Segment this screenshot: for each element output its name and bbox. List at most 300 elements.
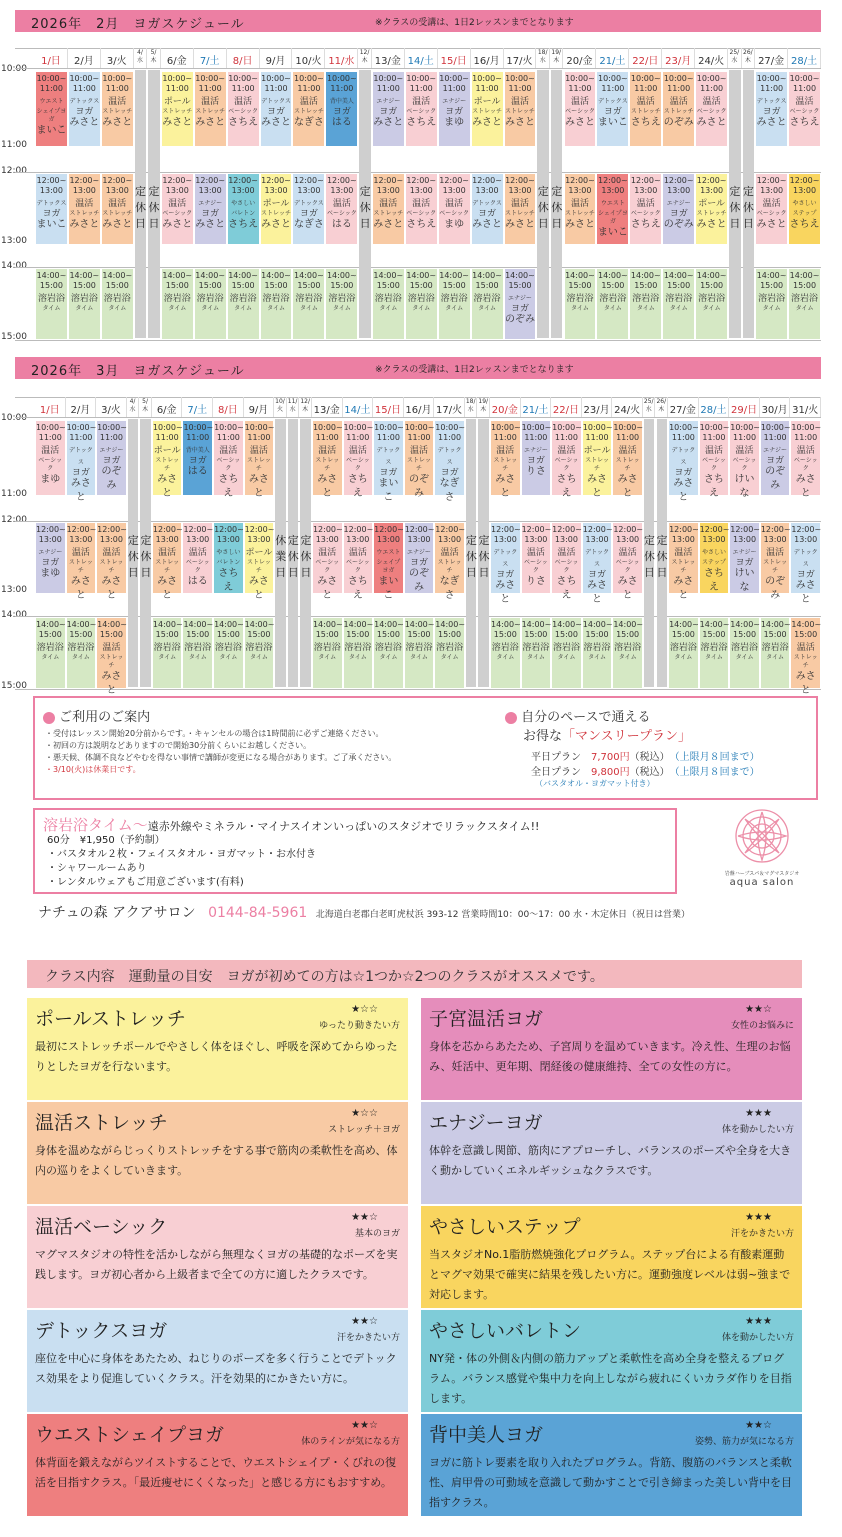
day-column: [550, 48, 564, 340]
class-slot[interactable]: [613, 618, 642, 688]
class-slot[interactable]: [696, 269, 727, 339]
class-slot[interactable]: [195, 269, 226, 339]
class-slot[interactable]: [102, 269, 133, 339]
day-column: [788, 48, 821, 340]
class-slot[interactable]: [97, 618, 127, 696]
slot-class: 溶岩浴: [313, 643, 341, 653]
time-label: 12:00: [1, 166, 27, 176]
class-title: エナジーヨガ: [429, 1112, 543, 1134]
slot-class: 温活: [510, 199, 529, 209]
slot-instructor: さちえ: [703, 474, 724, 499]
class-slot[interactable]: [756, 269, 787, 339]
slot-instructor: まゆ: [40, 568, 61, 579]
slot-time: 10:00~ 11:00: [195, 74, 226, 93]
slot-instructor: みさと: [373, 117, 404, 128]
class-slot[interactable]: [152, 421, 183, 499]
class-slot[interactable]: [630, 269, 661, 339]
time-label: 12:00: [1, 515, 27, 525]
day-label: 8/日: [232, 56, 253, 67]
class-slot[interactable]: [439, 72, 470, 146]
day-header: [742, 48, 756, 68]
slot-instructor: まいこ: [597, 227, 628, 238]
slot-time: 12:00~ 13:00: [439, 176, 470, 195]
slot-time: 12:00~ 13:00: [406, 176, 437, 195]
class-slot[interactable]: [700, 618, 729, 688]
slot-class-sub: ストレッチ: [315, 457, 340, 472]
slot-class-sub: タイム: [440, 654, 459, 661]
slot-time: 14:00~ 15:00: [228, 271, 258, 290]
slot-instructor: さちえ: [228, 117, 259, 128]
day-label: 12/ 木: [359, 49, 370, 64]
slot-instructor: みさと: [373, 219, 404, 230]
day-label: 15/日: [374, 405, 401, 416]
day-label: 6/金: [156, 405, 177, 416]
day-label: 9/月: [265, 56, 286, 67]
day-label: 23/月: [665, 56, 692, 67]
class-slot[interactable]: [244, 421, 275, 499]
class-slot[interactable]: [669, 618, 698, 688]
day-label: 19/ 木: [551, 49, 562, 64]
class-slot[interactable]: [505, 174, 536, 244]
class-slot[interactable]: [293, 72, 324, 146]
class-slot[interactable]: [696, 72, 727, 146]
spa-item: ・シャワールームあり: [47, 863, 147, 874]
grid-line: [15, 689, 821, 690]
class-slot[interactable]: [214, 421, 244, 499]
class-slot[interactable]: [472, 269, 503, 339]
class-slot[interactable]: [97, 421, 126, 495]
class-slot[interactable]: [344, 618, 373, 688]
closed-day: [743, 70, 755, 338]
day-label: 18/ 水: [537, 49, 548, 64]
class-slot[interactable]: [505, 72, 536, 146]
class-slot[interactable]: [522, 421, 551, 495]
class-slot[interactable]: [162, 72, 193, 146]
class-slot[interactable]: [699, 421, 730, 499]
class-slot[interactable]: [791, 618, 822, 696]
day-column: [643, 397, 656, 689]
slot-time: 12:00~ 13:00: [505, 176, 535, 195]
slot-class-sub: ヨガ: [332, 107, 351, 117]
class-slot[interactable]: [293, 269, 324, 339]
spa-item: ・バスタオル２枚・フェイスタオル・ヨガマット・お水付き: [47, 849, 316, 860]
class-slot[interactable]: [326, 269, 357, 339]
class-card: [421, 1102, 802, 1204]
slot-class-sub: ベーシック: [554, 559, 579, 574]
class-slot[interactable]: [760, 523, 791, 601]
class-slot[interactable]: [439, 269, 470, 339]
class-slot[interactable]: [312, 421, 343, 499]
slot-class-sub: ストレッチ: [615, 457, 640, 472]
slot-class-sub: ヨガ: [496, 570, 515, 580]
slot-class: 溶岩浴: [583, 643, 611, 653]
class-slot[interactable]: [261, 174, 292, 244]
class-slot[interactable]: [406, 269, 437, 339]
class-slot[interactable]: [439, 174, 470, 244]
slot-class: 温活: [795, 97, 814, 107]
class-slot[interactable]: [696, 174, 727, 244]
feb-title: 2026年 2月 ヨガスケジュール: [31, 17, 245, 32]
class-slot[interactable]: [312, 523, 343, 601]
day-label: 20/金: [491, 405, 518, 416]
class-slot[interactable]: [245, 618, 274, 688]
class-slot[interactable]: [373, 174, 404, 244]
slot-class: エナジー: [376, 98, 401, 105]
class-slot[interactable]: [552, 523, 582, 601]
slot-class: ポール: [583, 446, 611, 456]
day-label: 2/月: [73, 56, 94, 67]
class-slot[interactable]: [505, 269, 536, 339]
slot-class: デトックス: [793, 549, 818, 568]
slot-class: 温活: [636, 97, 655, 107]
class-slot[interactable]: [730, 523, 759, 593]
slot-class-sub: タイム: [379, 305, 398, 312]
slot-class: デトックス: [261, 98, 291, 105]
class-slot[interactable]: [162, 174, 193, 244]
slot-class-sub: ストレッチ: [630, 108, 661, 115]
closed-day: [275, 419, 286, 687]
slot-instructor: はる: [331, 117, 352, 128]
class-slot[interactable]: [36, 174, 67, 244]
day-label: 17/火: [506, 56, 533, 67]
plan-tax: （税込）: [629, 767, 665, 778]
class-slot[interactable]: [373, 269, 404, 339]
guide-heading: ご利用のご案内: [59, 710, 151, 725]
class-slot[interactable]: [583, 618, 612, 688]
slot-time: 14:00~ 15:00: [663, 271, 694, 290]
class-slot[interactable]: [36, 523, 65, 593]
address: 北海道白老郡白老町虎杖浜 393-12 営業時間10：00～17：00 水・木定休日（祝日は営業）: [315, 910, 690, 920]
slot-class: 溶岩浴: [758, 294, 786, 304]
class-slot[interactable]: [183, 618, 212, 688]
spa-price: 60分 ¥1,950（予約制）: [47, 835, 165, 846]
guide-heading-row: [43, 706, 150, 725]
slot-class-sub: ベーシック: [696, 108, 727, 115]
class-slot[interactable]: [663, 72, 694, 146]
slot-time: 12:00~ 13:00: [36, 176, 67, 195]
slot-class: やさしい: [792, 200, 817, 207]
class-slot[interactable]: [293, 174, 324, 244]
slot-class: デトックス: [671, 447, 696, 466]
slot-time: 14:00~ 15:00: [760, 620, 791, 639]
slot-instructor: のぞみ: [504, 314, 535, 325]
class-stars: ★★★: [745, 1316, 772, 1327]
day-label: 26/ 木: [656, 398, 667, 413]
slot-class-sub: タイム: [168, 305, 187, 312]
class-slot[interactable]: [730, 421, 760, 499]
slot-time: 14:00~ 15:00: [36, 620, 66, 639]
class-slot[interactable]: [406, 174, 437, 244]
slot-time: 12:00~ 13:00: [521, 525, 552, 544]
class-slot[interactable]: [374, 523, 404, 601]
class-slot[interactable]: [36, 269, 67, 339]
slot-class-sub: ストレッチ: [99, 654, 124, 669]
class-slot[interactable]: [663, 269, 694, 339]
slot-class-sub: バレトン: [231, 210, 256, 217]
class-slot[interactable]: [491, 523, 521, 605]
class-slot[interactable]: [522, 618, 551, 688]
slot-class: 溶岩浴: [566, 294, 594, 304]
class-slot[interactable]: [228, 174, 259, 244]
slot-class-sub: ストレッチ: [102, 210, 133, 217]
class-slot[interactable]: [374, 618, 403, 688]
class-slot[interactable]: [669, 421, 699, 503]
slot-class: 温活: [409, 446, 428, 456]
class-slot[interactable]: [153, 618, 182, 688]
class-slot[interactable]: [405, 618, 434, 688]
slot-time: 12:00~ 13:00: [613, 525, 644, 544]
day-header: [343, 397, 374, 417]
slot-instructor: まゆ: [444, 219, 465, 230]
slot-time: 10:00~ 11:00: [789, 74, 820, 93]
slot-time: 10:00~ 11:00: [597, 74, 628, 93]
plan-price: 7,700円: [591, 752, 630, 763]
class-slot[interactable]: [36, 72, 67, 146]
class-slot[interactable]: [565, 72, 596, 146]
day-label: 2/月: [70, 405, 91, 416]
slot-time: 10:00~ 11:00: [404, 423, 435, 442]
class-slot[interactable]: [374, 421, 404, 503]
slot-class: 温活: [379, 199, 398, 209]
class-slot[interactable]: [522, 523, 551, 593]
closed-label: 定 休 日: [148, 185, 160, 230]
day-column: [343, 397, 374, 689]
class-slot[interactable]: [435, 523, 466, 601]
class-slot[interactable]: [406, 72, 437, 146]
slot-class: ウエスト: [600, 200, 625, 207]
class-slot[interactable]: [613, 523, 644, 601]
class-slot[interactable]: [582, 523, 613, 605]
day-header: [101, 48, 134, 68]
class-slot[interactable]: [162, 269, 193, 339]
class-slot[interactable]: [405, 523, 434, 593]
slot-time: 14:00~ 15:00: [756, 271, 787, 290]
class-slot[interactable]: [789, 72, 820, 146]
class-slot[interactable]: [491, 421, 521, 499]
closed-day: [729, 70, 741, 338]
slot-class-sub: タイム: [249, 654, 268, 661]
class-slot[interactable]: [97, 523, 127, 601]
classes-bar: クラス内容 運動量の目安 ヨガが初めての方は☆1つか☆2つのクラスがオススメです。: [27, 960, 802, 988]
class-title: 背中美人ヨガ: [429, 1424, 544, 1446]
class-slot[interactable]: [761, 421, 790, 495]
slot-class-sub: タイム: [41, 654, 60, 661]
class-target: 体を動かしたい方: [721, 1333, 794, 1343]
class-slot[interactable]: [761, 618, 790, 688]
slot-class: 溶岩浴: [103, 294, 131, 304]
class-slot[interactable]: [152, 523, 183, 601]
day-header: [260, 48, 293, 68]
slot-time: 10:00~ 11:00: [152, 423, 183, 442]
class-slot[interactable]: [326, 72, 357, 146]
slot-time: 12:00~ 13:00: [183, 525, 214, 544]
class-slot[interactable]: [700, 523, 729, 593]
day-column: [182, 397, 213, 689]
slot-time: 12:00~ 13:00: [565, 176, 595, 195]
day-column: [260, 48, 293, 340]
class-slot[interactable]: [435, 421, 466, 503]
class-slot[interactable]: [343, 421, 374, 499]
slot-time: 10:00~ 11:00: [435, 423, 466, 442]
day-header: [274, 397, 287, 417]
slot-time: 14:00~ 15:00: [152, 620, 183, 639]
day-label: 14/土: [407, 56, 434, 67]
class-slot[interactable]: [472, 174, 503, 244]
class-slot[interactable]: [261, 72, 292, 146]
class-slot[interactable]: [69, 269, 100, 339]
class-slot[interactable]: [789, 269, 820, 339]
slot-time: 14:00~ 15:00: [373, 271, 404, 290]
day-header: [564, 48, 597, 68]
slot-time: 12:00~ 13:00: [789, 176, 820, 195]
slot-time: 14:00~ 15:00: [162, 271, 193, 290]
slot-class: 溶岩浴: [229, 294, 257, 304]
class-slot[interactable]: [69, 72, 100, 146]
class-slot[interactable]: [214, 523, 243, 593]
spa-details: [47, 834, 316, 890]
class-slot[interactable]: [373, 72, 404, 146]
slot-class-sub: タイム: [267, 305, 285, 312]
class-slot[interactable]: [36, 618, 65, 688]
slot-class-sub: ベーシック: [326, 210, 357, 217]
day-label: 1/日: [39, 405, 60, 416]
class-slot[interactable]: [597, 174, 628, 244]
class-slot[interactable]: [630, 174, 661, 244]
class-slot[interactable]: [228, 269, 259, 339]
class-slot[interactable]: [195, 72, 226, 146]
slot-class: ポール: [698, 199, 726, 209]
slot-class-sub: タイム: [201, 305, 220, 312]
slot-class-sub: ベーシック: [345, 457, 370, 472]
class-slot[interactable]: [67, 618, 96, 688]
class-slot[interactable]: [343, 523, 374, 601]
day-column: [194, 48, 227, 340]
slot-class-sub: タイム: [702, 305, 721, 312]
day-label: 26/ 木: [743, 49, 753, 64]
class-slot[interactable]: [565, 269, 596, 339]
slot-class: 温活: [318, 446, 337, 456]
slot-class: デトックス: [69, 98, 100, 105]
slot-instructor: まいこ: [36, 219, 67, 230]
slot-class-sub: ベーシック: [615, 559, 640, 574]
class-slot[interactable]: [102, 72, 133, 146]
plan-label: 全日プラン: [531, 767, 581, 778]
slot-time: 14:00~ 15:00: [491, 620, 521, 639]
slot-class-sub: タイム: [766, 654, 785, 661]
class-slot[interactable]: [630, 72, 661, 146]
class-slot[interactable]: [756, 174, 787, 244]
slot-instructor: のぞみ: [408, 568, 429, 593]
class-slot[interactable]: [435, 618, 464, 688]
slot-class: 温活: [526, 548, 545, 558]
slot-class-sub: ヨガ: [267, 107, 286, 117]
slot-time: 10:00~ 11:00: [228, 74, 258, 93]
class-slot[interactable]: [244, 523, 275, 601]
class-description: 身体を温めながらじっくりストレッチをする事で筋肉の柔軟性を高め、体内の巡りをよくしていきます。: [35, 1144, 398, 1177]
slot-instructor: みさと: [564, 219, 595, 230]
class-slot[interactable]: [228, 72, 259, 146]
day-column: [35, 397, 66, 689]
closed-day: [148, 70, 160, 338]
class-slot[interactable]: [552, 618, 581, 688]
slot-class: 溶岩浴: [245, 643, 273, 653]
slot-instructor: みさと: [248, 576, 269, 601]
mar-note: ※クラスの受講は、1日2レッスンまでとなります: [375, 365, 574, 375]
day-label: 24/火: [614, 405, 641, 416]
slot-class: ポール: [163, 97, 191, 107]
closed-label: 定 休 日: [729, 185, 741, 230]
class-slot[interactable]: [491, 618, 520, 688]
class-slot[interactable]: [791, 523, 822, 605]
slot-time: 12:00~ 13:00: [261, 176, 291, 195]
class-slot[interactable]: [326, 174, 357, 244]
class-slot[interactable]: [102, 174, 133, 244]
class-slot[interactable]: [582, 421, 613, 499]
class-title: 温活ベーシック: [35, 1216, 168, 1238]
day-header: [695, 48, 728, 68]
slot-class: 温活: [318, 548, 337, 558]
class-slot[interactable]: [552, 421, 582, 499]
class-slot[interactable]: [404, 421, 435, 499]
day-column: [161, 48, 194, 340]
slot-instructor: みさと: [157, 576, 178, 601]
slot-class-sub: ストレッチ: [663, 108, 694, 115]
class-slot[interactable]: [214, 618, 243, 688]
class-slot[interactable]: [36, 421, 65, 495]
slot-instructor: さちえ: [630, 219, 661, 230]
slot-time: 12:00~ 13:00: [663, 176, 694, 195]
class-slot[interactable]: [472, 72, 503, 146]
class-slot[interactable]: [730, 618, 759, 688]
class-slot[interactable]: [261, 269, 292, 339]
day-header: [629, 48, 662, 68]
class-slot[interactable]: [756, 72, 787, 146]
day-header: [35, 48, 68, 68]
class-slot[interactable]: [669, 523, 699, 601]
day-column: [504, 48, 537, 340]
class-slot[interactable]: [313, 618, 342, 688]
day-column: [742, 48, 756, 340]
class-slot[interactable]: [597, 72, 628, 146]
slot-instructor: さちえ: [218, 474, 239, 499]
slot-class-sub: シェイプヨガ: [376, 559, 401, 574]
class-slot[interactable]: [183, 523, 212, 593]
class-slot[interactable]: [597, 269, 628, 339]
class-slot[interactable]: [66, 421, 97, 503]
class-slot[interactable]: [69, 174, 100, 244]
class-slot[interactable]: [195, 174, 226, 244]
class-slot[interactable]: [791, 421, 822, 499]
slot-class: 温活: [108, 199, 127, 209]
class-slot[interactable]: [613, 421, 644, 499]
slot-class-sub: タイム: [219, 654, 238, 661]
slot-instructor: みさと: [472, 117, 503, 128]
slot-time: 10:00~ 11:00: [36, 423, 66, 442]
class-slot[interactable]: [565, 174, 596, 244]
slot-time: 14:00~ 15:00: [406, 271, 437, 290]
closed-day: [128, 419, 139, 687]
slot-class: エナジー: [508, 295, 532, 302]
class-slot[interactable]: [66, 523, 97, 601]
slot-class-sub: タイム: [188, 654, 207, 661]
day-column: [490, 397, 521, 689]
day-column: [299, 397, 312, 689]
class-slot[interactable]: [663, 174, 694, 244]
class-slot[interactable]: [183, 421, 212, 495]
class-slot[interactable]: [789, 174, 820, 244]
slot-class-sub: ヨガ: [445, 107, 464, 117]
day-column: [582, 397, 613, 689]
